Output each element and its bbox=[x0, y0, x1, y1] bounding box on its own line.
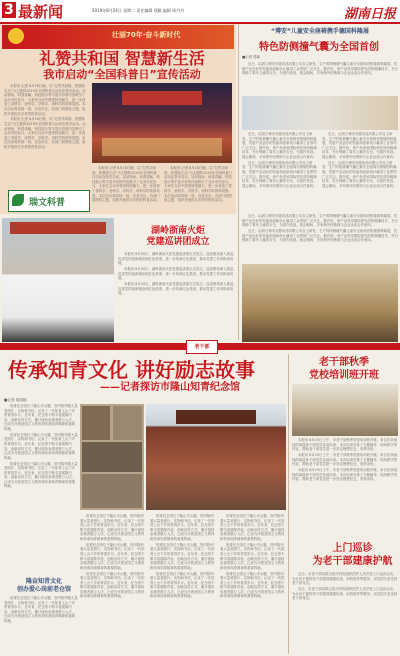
right-top-title: 特色防侧撞气囊为全国首创 bbox=[259, 42, 379, 53]
main-story-body-col1: 知青纪念馆位于隆山半山腰，馆内陈列着大量老照片、实物和书信，记录了一代知青上山下乡的青春岁月。近年来，纪念馆不断丰富展陈内容，创新宣传方式，累计接待参观者数万人次，已成为开展爱国主义教育和传承知青精神的重要阵地。 知青纪念馆位于隆山半山腰，馆内陈列着大量老照片、实物和书信，记录了一代知青上山下乡的青春岁月。近年来，纪念馆不断丰富展陈内容，创新宣传方式，累计接待参观者数万人次，已成为开展爱国主义教育和传承知青精神的重要阵地。 知青纪念馆位于隆山半山腰，馆内陈列着大量老照片、实物和书信，记录了一代知青上山下乡的青春岁月。近年来，纪念馆不断丰富展陈内容，创新宣传方式，累计接待参观者数万人次，已成为开展爱国主义教育和传承知青精神的重要阵地。 bbox=[4, 404, 78, 489]
side-note-body: 知青纪念馆位于隆山半山腰，馆内陈列着大量老照片、实物和书信，记录了一代知青上山下乡的青春岁月。近年来，纪念馆不断丰富展陈内容，创新宣传方式，累计接待参观者数万人次，已成为开展爱国主义教育和传承知青精神的重要阵地。 bbox=[4, 596, 78, 623]
feature-badge: 壮丽70年·奋斗新时代 bbox=[112, 31, 181, 39]
main-story-body-col4: 知青纪念馆位于隆山半山腰，馆内陈列着大量老照片、实物和书信，记录了一代知青上山下乡的青春岁月。近年来，纪念馆不断丰富展陈内容，创新宣传方式，累计接待参观者数万人次，已成为开展爱国主义教育和传承知青精神的重要阵地。 知青纪念馆位于隆山半山腰，馆内陈列着大量老照片、实物和书信，记录了一代知青上山下乡的青春岁月。近年来，纪念馆不断丰富展陈内容，创新宣传方式，累计接待参观者数万人次，已成为开展爱国主义教育和传承知青精神的重要阵地。 知青纪念馆位于隆山半山腰，馆内陈列着大量老照片、实物和书信，记录了一代知青上山下乡的青春岁月。近年来，纪念馆不断丰富展陈内容，创新宣传方式，累计接待参观者数万人次，已成为开展爱国主义教育和传承知青精神的重要阵地。 bbox=[220, 514, 285, 599]
classroom-photo bbox=[292, 384, 398, 436]
right-mid-title: 老干部秋季 党校培训班开班 bbox=[309, 357, 379, 381]
feature-body-col3: 本报讯 记者 8月16日晚，以“礼赞共和国、智慧新生活”为主题的2019年全国科普日活动在我市启动。活动现场，科普讲解、科技展示等丰富多彩的内容吸引了众多市民参与，大家在互动中感受科技魅力，进一步营造了讲科学、爱科学、学科学、用科学的浓厚氛围。本次活动将持续一周，各县市区、各部门将围绕主题，组织开展形式多样的科普活动。 bbox=[164, 166, 233, 203]
feature-logo-text: 瑞文科普 bbox=[29, 198, 66, 208]
main-story-subtitle: ——记者探访市隆山知青纪念馆 bbox=[100, 382, 240, 393]
right-top-photo-1 bbox=[242, 96, 398, 130]
main-story-title: 传承知青文化 讲好励志故事 bbox=[8, 358, 255, 382]
group-photo bbox=[2, 218, 114, 342]
right-top-byline: ■记者 郑颖 bbox=[242, 55, 260, 59]
right-bottom-body: 近日，市老干部局联合医疗机构组织医护人员开展上门巡诊活动，为行动不便的老干部提供健康检查、用药指导等服务，切实把关爱送到老干部身边。 近日，市老干部局联合医疗机构组织医护人员开展上门巡诊活动，为行动不便的老干部提供健康检查、用药指导等服务，切实把关爱送到老干部身边。 bbox=[292, 572, 398, 601]
right-top-lead: 近日，由浙江博安母婴用品有限公司自主研发、生产的防侧撞气囊儿童安全座椅亮相德国科隆展，凭借产品良好的性能和创新设计赢得了业界的广泛关注。据介绍，该产品采用国际领先的防侧撞技术，充分保障了乘车儿童的安全，为国内首创。展会期间，多家海外经销商与企业达成合作意向。 bbox=[242, 62, 398, 76]
feature-body-col1: 本报讯 记者 8月16日晚，以“礼赞共和国、智慧新生活”为主题的2019年全国科普日活动在我市启动。活动现场，科普讲解、科技展示等丰富多彩的内容吸引了众多市民参与，大家在互动中感受科技魅力，进一步营造了讲科学、爱科学、学科学、用科学的浓厚氛围。本次活动将持续一周，各县市区、各部门将围绕主题，组织开展形式多样的科普活动。 本报讯 记者 8月16日晚，以“礼赞共和国、智慧新生活”为主题的2019年全国科普日活动在我市启动。活动现场，科普讲解、科技展示等丰富多彩的内容吸引了众多市民参与，大家在互动中感受科技魅力，进一步营造了讲科学、爱科学、学科学、用科学的浓厚氛围。本次活动将持续一周，各县市区、各部门将围绕主题，组织开展形式多样的科普活动。 bbox=[4, 84, 86, 149]
feature-logo bbox=[8, 190, 90, 212]
right-bottom-title: 上门巡诊 为老干部建康护航 bbox=[312, 543, 393, 567]
dateline: 2019年8月24日 星期二 责任编辑 郑颖 编辑 周丹丹 bbox=[92, 8, 185, 13]
main-story-byline: ■记者 胡丽娜 bbox=[4, 398, 27, 402]
page-number: 3 bbox=[2, 2, 16, 18]
feature-title: 礼赞共和国 智慧新生活 bbox=[39, 49, 205, 68]
fire-body: 本报讯 8月20日，湖岭浙南火炬党建巡讲团正式成立。巡讲团将深入基层，宣讲党的创新理论和红色故事，进一步传承红色基因，推动党建工作向纵深发展。 本报讯 8月20日，湖岭浙南火炬党建巡讲团正式成立。巡讲团将深入基层，宣讲党的创新理论和红色故事，进一步传承红色基因，推动党建工作向纵深发展。 本报讯 8月20日，湖岭浙南火炬党建巡讲团正式成立。巡讲团将深入基层，宣讲党的创新理论和红色故事，进一步传承红色基因，推动党建工作向纵深发展。 bbox=[118, 252, 237, 296]
main-story-photo-collage bbox=[80, 404, 144, 510]
meeting-photo bbox=[242, 264, 398, 342]
main-story-body-col2: 知青纪念馆位于隆山半山腰，馆内陈列着大量老照片、实物和书信，记录了一代知青上山下乡的青春岁月。近年来，纪念馆不断丰富展陈内容，创新宣传方式，累计接待参观者数万人次，已成为开展爱国主义教育和传承知青精神的重要阵地。 知青纪念馆位于隆山半山腰，馆内陈列着大量老照片、实物和书信，记录了一代知青上山下乡的青春岁月。近年来，纪念馆不断丰富展陈内容，创新宣传方式，累计接待参观者数万人次，已成为开展爱国主义教育和传承知青精神的重要阵地。 知青纪念馆位于隆山半山腰，馆内陈列着大量老照片、实物和书信，记录了一代知青上山下乡的青春岁月。近年来，纪念馆不断丰富展陈内容，创新宣传方式，累计接待参观者数万人次，已成为开展爱国主义教育和传承知青精神的重要阵地。 bbox=[80, 514, 145, 599]
masthead-logo: 湖南日报 bbox=[343, 7, 396, 22]
right-mid-body: 本报讯 8月19日上午，市老干部秋季党校培训班开班。来自各条战线的离退休干部党员参加培训。本次培训安排了专题辅导、现场教学等内容，帮助老干部党员进一步坚定理想信念，发挥余热。 本报讯 8月19日上午，市老干部秋季党校培训班开班。来自各条战线的离退休干部党员参加培训。本次培训安排了专题辅导、现场教学等内容，帮助老干部党员进一步坚定理想信念，发挥余热。 本报讯 8月19日上午，市老干部秋季党校培训班开班。来自各条战线的离退休干部党员参加培训。本次培训安排了专题辅导、现场教学等内容，帮助老干部党员进一步坚定理想信念，发挥余热。 bbox=[292, 438, 398, 482]
memorial-hall-photo bbox=[146, 404, 286, 510]
band-tag: 老干部 bbox=[186, 340, 218, 354]
column-divider bbox=[238, 24, 239, 340]
right-top-body-c: 近日，由浙江博安母婴用品有限公司自主研发、生产的防侧撞气囊儿童安全座椅亮相德国科隆展，凭借产品良好的性能和创新设计赢得了业界的广泛关注。据介绍，该产品采用国际领先的防侧撞技术，充分保障了乘车儿童的安全，为国内首创。展会期间，多家海外经销商与企业达成合作意向。 近日，由浙江博安母婴用品有限公司自主研发、生产的防侧撞气囊儿童安全座椅亮相德国科隆展，凭借产品良好的性能和创新设计赢得了业界的广泛关注。据介绍，该产品采用国际领先的防侧撞技术，充分保障了乘车儿童的安全，为国内首创。展会期间，多家海外经销商与企业达成合作意向。 bbox=[242, 214, 398, 243]
right-top-body-a: 近日，由浙江博安母婴用品有限公司自主研发、生产的防侧撞气囊儿童安全座椅亮相德国科隆展，凭借产品良好的性能和创新设计赢得了业界的广泛关注。据介绍，该产品采用国际领先的防侧撞技术，充分保障了乘车儿童的安全，为国内首创。展会期间，多家海外经销商与企业达成合作意向。 近日，由浙江博安母婴用品有限公司自主研发、生产的防侧撞气囊儿童安全座椅亮相德国科隆展，凭借产品良好的性能和创新设计赢得了业界的广泛关注。据介绍，该产品采用国际领先的防侧撞技术，充分保障了乘车儿童的安全，为国内首创。展会期间，多家海外经销商与企业达成合作意向。 bbox=[242, 132, 317, 188]
feature-subtitle: 我市启动“全国科普日”宣传活动 bbox=[43, 68, 201, 81]
section-title: 最新闻 bbox=[18, 3, 64, 21]
main-story-body-col3: 知青纪念馆位于隆山半山腰，馆内陈列着大量老照片、实物和书信，记录了一代知青上山下乡的青春岁月。近年来，纪念馆不断丰富展陈内容，创新宣传方式，累计接待参观者数万人次，已成为开展爱国主义教育和传承知青精神的重要阵地。 知青纪念馆位于隆山半山腰，馆内陈列着大量老照片、实物和书信，记录了一代知青上山下乡的青春岁月。近年来，纪念馆不断丰富展陈内容，创新宣传方式，累计接待参观者数万人次，已成为开展爱国主义教育和传承知青精神的重要阵地。 知青纪念馆位于隆山半山腰，馆内陈列着大量老照片、实物和书信，记录了一代知青上山下乡的青春岁月。近年来，纪念馆不断丰富展陈内容，创新宣传方式，累计接待参观者数万人次，已成为开展爱国主义教育和传承知青精神的重要阵地。 bbox=[150, 514, 215, 599]
column-divider bbox=[288, 354, 289, 654]
feature-body-col2: 本报讯 记者 8月16日晚，以“礼赞共和国、智慧新生活”为主题的2019年全国科普日活动在我市启动。活动现场，科普讲解、科技展示等丰富多彩的内容吸引了众多市民参与，大家在互动中感受科技魅力，进一步营造了讲科学、爱科学、学科学、用科学的浓厚氛围。本次活动将持续一周，各县市区、各部门将围绕主题，组织开展形式多样的科普活动。 bbox=[92, 166, 160, 203]
national-emblem-icon bbox=[8, 28, 24, 44]
fire-title: 湖岭浙南火炬 党建巡讲团成立 bbox=[146, 226, 210, 247]
leaf-icon bbox=[12, 194, 24, 206]
feature-stage-photo bbox=[92, 83, 232, 163]
right-top-body-b: 近日，由浙江博安母婴用品有限公司自主研发、生产的防侧撞气囊儿童安全座椅亮相德国科隆展，凭借产品良好的性能和创新设计赢得了业界的广泛关注。据介绍，该产品采用国际领先的防侧撞技术，充分保障了乘车儿童的安全，为国内首创。展会期间，多家海外经销商与企业达成合作意向。 近日，由浙江博安母婴用品有限公司自主研发、生产的防侧撞气囊儿童安全座椅亮相德国科隆展，凭借产品良好的性能和创新设计赢得了业界的广泛关注。据介绍，该产品采用国际领先的防侧撞技术，充分保障了乘车儿童的安全，为国内首创。展会期间，多家海外经销商与企业达成合作意向。 bbox=[322, 132, 397, 188]
side-note-title: 隆亩知青文化 创办爱心岗前老仓馆 bbox=[16, 578, 71, 593]
right-top-kicker: “博安”儿童安全座椅携手德国科隆展 bbox=[271, 28, 369, 35]
